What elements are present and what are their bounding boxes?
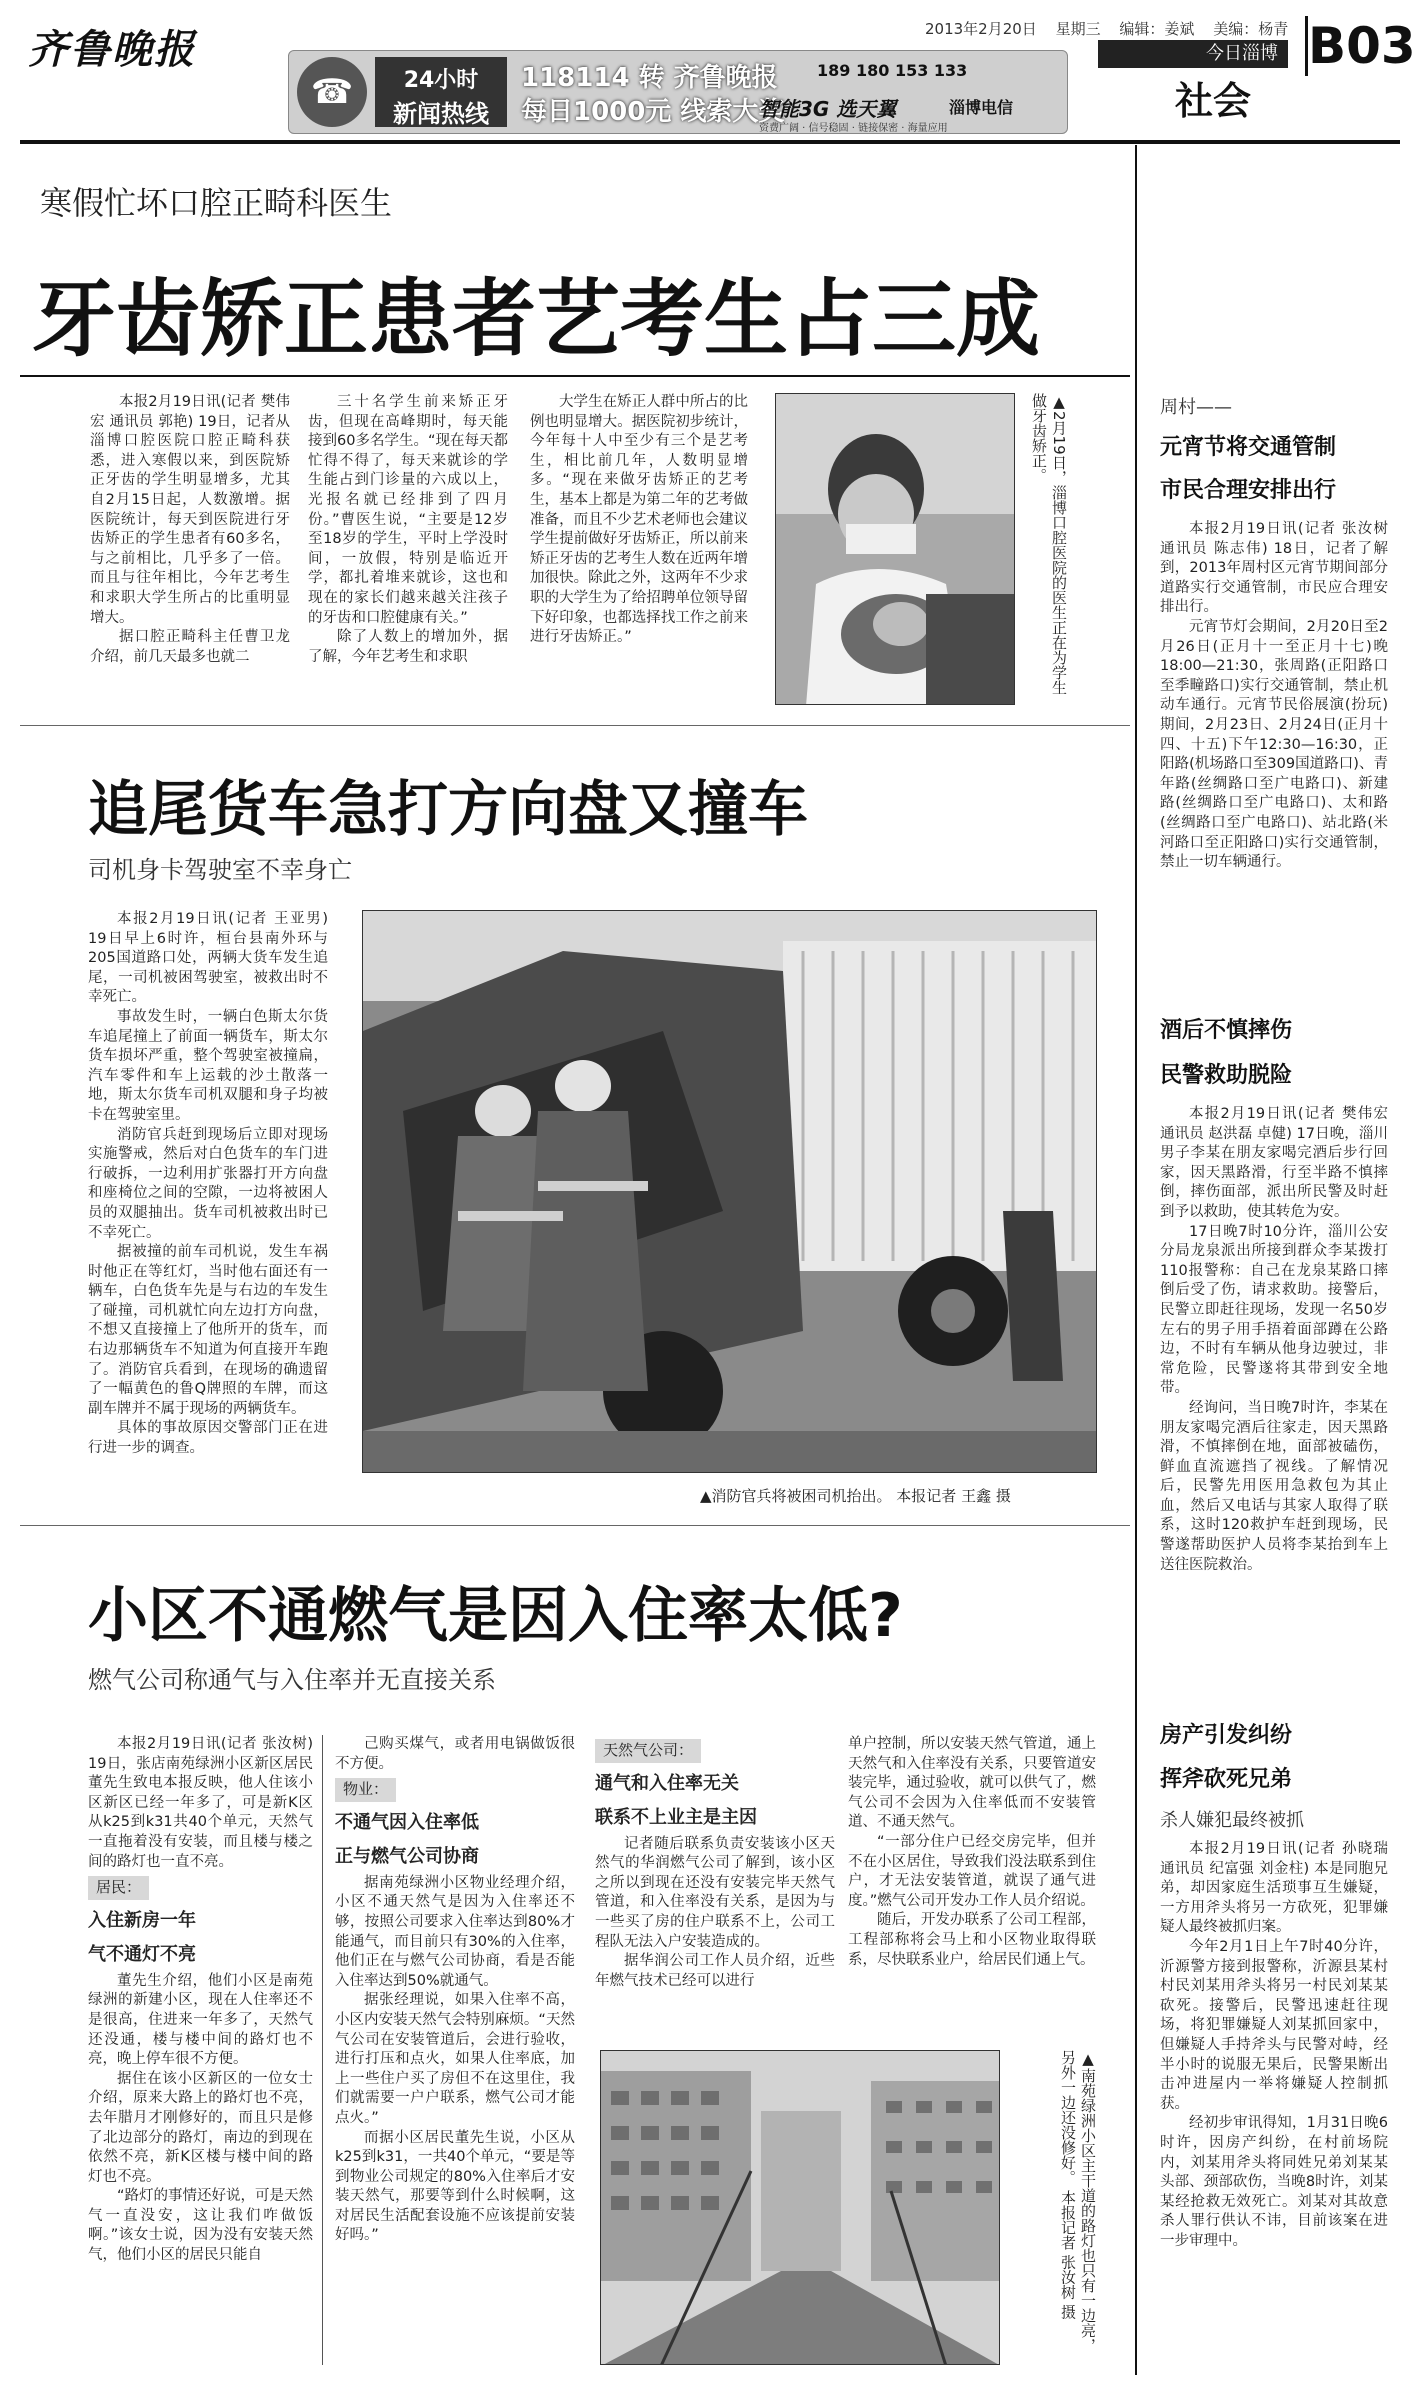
sidebar-s2-p3: 经询问，当日晚7时许，李某在朋友家喝完酒后往家走，因天黑路滑，不慎摔倒在地，面部被磕伤，鲜血直流遮挡了视线。了解情况后，民警先用医用急救包为其止血，然后又电话与其家人取得了联系，这时120救护车赶到现场，民警遂帮助医护人员将李某抬到车上送往医院救治。 — [1160, 1399, 1388, 1573]
masthead — [0, 0, 1417, 140]
story3-c3-p1: 记者随后联系负责安装该小区天然气的华润燃气公司了解到，该小区之所以到现在还没有安装完毕天然气管道，和入住率没有关系，是因为与一些买了房的住户联系不上，公司工程队无法入户安装造成的。 — [595, 1835, 835, 1950]
sidebar-s3-body — [1160, 1840, 1388, 2370]
sidebar-s3-p3: 经初步审讯得知，1月31日晚6时许，因房产纠纷，在村前场院内，刘某用斧头将同姓兄弟刘某某头部、颈部砍伤，当晚8时许，刘某某经抢救无效死亡。刘某对其故意杀人罪行供认不讳，目前该案在进一步审理中。 — [1160, 2115, 1388, 2249]
story3-col1 — [88, 1735, 313, 2370]
hotline-number-suffix: 转 齐鲁晚报 — [638, 63, 778, 93]
story3-col2 — [335, 1735, 575, 2370]
section-tag: 今日淄博 — [1098, 40, 1288, 68]
story2-photo — [362, 910, 1097, 1473]
prize-text: 每日1000元 线索大奖 — [521, 97, 785, 127]
story3-c3-sub2: 联系不上业主是主因 — [595, 1806, 757, 1828]
hotline-number-digits: 118114 — [521, 63, 630, 93]
hotline-hours: 24小时 — [403, 68, 479, 93]
telecom-name: 淄博电信 — [949, 98, 1014, 117]
sidebar-s3-title1: 房产引发纠纷 — [1160, 1723, 1293, 1748]
telecom-slogan: 智能3G 选天翼 — [759, 97, 897, 121]
newspaper-logo: 齐鲁晚报 — [28, 26, 196, 73]
sidebar-s1-title1: 元宵节将交通管制 — [1160, 435, 1337, 460]
hotline-box — [375, 57, 507, 127]
story1-col3 — [530, 393, 748, 703]
top-rule — [20, 140, 1400, 144]
story3-c2-p4: 而据小区居民董先生说，小区从k25到k31，一共40个单元，“要是等到物业公司规定的80%入住率后才安装天然气，那要等到什么时候啊，这对居民生活配套设施不应该提前安装好吗。” — [335, 2129, 575, 2244]
story1-col2b-text: 除了人数上的增加外，据了解，今年艺考生和求职 — [308, 629, 508, 665]
story1-col1-text: 本报2月19日讯(记者 樊伟宏 通讯员 郭艳) 19日，记者从淄博口腔医院口腔正畸科获悉，进入寒假以来，到医院矫正牙齿的学生明显增多，尤其自2月15日起，人数激增。据医院统计，每天到医院进行牙齿矫正的学生患者有60多名，与之前相比，几乎多了一倍。而且与往年相比，今年艺考生和求职大学生所占的比重明显增大。 — [90, 394, 290, 626]
telecom-small-print: 资费广阔 · 信号稳固 · 链接保密 · 海量应用 — [759, 123, 948, 134]
story2-p2: 事故发生时，一辆白色斯太尔货车追尾撞上了前面一辆货车，斯太尔货车损坏严重，整个驾驶室被撞扁，汽车零件和车上运载的沙土散落一地，斯太尔货车司机双腿和身子均被卡在驾驶室里。 — [88, 1008, 328, 1123]
story3-col3 — [595, 1735, 835, 2035]
story2-bottom-rule — [20, 1525, 1130, 1526]
story1-col2 — [308, 393, 508, 703]
story3-c2-tag: 物业： — [335, 1778, 396, 1802]
story3-c1-sub2: 气不通灯不亮 — [88, 1943, 196, 1965]
hotline-number — [521, 57, 778, 94]
story3-c1-p2: 董先生介绍，他们小区是南苑绿洲的新建小区，现在人住率还不是很高，住进来一年多了，天然气还没通，楼与楼中间的路灯也不亮，晚上停车很不方便。 — [88, 1972, 313, 2068]
story2-p1: 本报2月19日讯(记者 王亚男) 19日早上6时许，桓台县南外环与205国道路口处，两辆大货车发生追尾，一司机被困驾驶室，被救出时不幸死亡。 — [88, 911, 328, 1006]
story1-bottom-rule — [20, 725, 1130, 726]
story2-body — [88, 910, 328, 1505]
issue-designer: 美编：杨青 — [1213, 20, 1289, 38]
story3-headline: 小区不通燃气是因入住率太低? — [88, 1581, 903, 1651]
story3-c2-sub2: 正与燃气公司协商 — [335, 1845, 479, 1867]
story3-c3-sub1: 通气和入住率无关 — [595, 1772, 739, 1794]
story3-c2-p2: 据南苑绿洲小区物业经理介绍，小区不通天然气是因为入住率还不够，按照公司要求入住率达到80%才能通气，而目前只有30%的入住率，他们正在与燃气公司协商，看是否能入住率达到50%就通气。 — [335, 1874, 575, 1989]
story3-c2-sub1: 不通气因入住率低 — [335, 1811, 479, 1833]
sidebar-s2-title2: 民警救助脱险 — [1160, 1063, 1293, 1088]
sidebar-s2-body — [1160, 1105, 1388, 1710]
story3-c4-p1: 单户控制，所以安装天然气管道，通上天然气和入住率没有关系，只要管道安装完毕，通过验收，就可以供气了，燃气公司不会因为入住率低而不安装管道、不通天然气。 — [848, 1736, 1096, 1831]
crash-photo-drawing — [363, 911, 1097, 1473]
sidebar-s1-body — [1160, 520, 1388, 1010]
issue-date: 2013年2月20日 — [925, 20, 1037, 38]
page-number: B03 — [1305, 16, 1410, 76]
story3-photo — [600, 2050, 1000, 2365]
story3-c1-lead: 本报2月19日讯(记者 张汝树) 19日，张店南苑绿洲小区新区居民董先生致电本报反映，他人住该小区新区已经一年多了，可是新K区从k25到k31共40个单元，天然气一直拖着没有安装，而且楼与楼之间的路灯也一直不亮。 — [88, 1736, 313, 1870]
story1-col1 — [90, 393, 290, 703]
story3-c1-p3: 据住在该小区新区的一位女士介绍，原来大路上的路灯也不亮，去年腊月才刚修好的，而且只是修了北边部分的路灯，南边的到现在依然不亮，新K区楼与楼中间的路灯也不亮。 — [88, 2070, 313, 2185]
sidebar-s2-p2: 17日晚7时10分许，淄川公安分局龙泉派出所接到群众李某拨打110报警称：自己在龙泉某路口摔倒后受了伤，请求救助。接警后，民警立即赶往现场，发现一名50岁左右的男子用手捂着面部蹲在公路边，不时有车辆从他身边驶过，非常危险，民警遂将其带到安全地带。 — [1160, 1223, 1388, 1397]
story3-photo-caption: ▲南苑绿洲小区主干道的路灯也只有一边亮，另外一边还没修好。 本报记者 张汝树 摄 — [1059, 2050, 1097, 2353]
story1-headline: 牙齿矫正患者艺考生占三成 — [32, 270, 1041, 368]
story2-p3: 消防官兵赶到现场后立即对现场实施警戒，然后对白色货车的车门进行破拆，一边利用扩张器打开方向盘和座椅位之间的空隙，一边将被困人员的双腿抽出。货车司机被救出时已不幸死亡。 — [88, 1126, 328, 1241]
story1-col1b-text: 据口腔正畸科主任曹卫龙介绍，前几天最多也就二 — [90, 629, 290, 665]
section-name: 社会 — [1175, 79, 1252, 123]
hotline-banner — [288, 50, 1068, 134]
hotline-label: 新闻热线 — [393, 100, 489, 128]
story2-subhead: 司机身卡驾驶室不幸身亡 — [88, 856, 352, 884]
sidebar-s1-p1: 本报2月19日讯(记者 张汝树 通讯员 陈志伟) 18日，记者了解到，2013年周村区元宵节期间部分道路实行交通管制，市民应合理安排出行。 — [1160, 521, 1388, 616]
story3-c1-sub1: 入住新房一年 — [88, 1909, 196, 1931]
story3-c3-tag: 天然气公司： — [595, 1739, 701, 1763]
story2-p5: 具体的事故原因交警部门正在进行进一步的调查。 — [88, 1420, 328, 1457]
sidebar-s3-sub: 杀人嫌犯最终被抓 — [1160, 1810, 1304, 1831]
story1-col2-text: 三十名学生前来矫正牙齿，但现在高峰期时，每天能接到60多名学生。“现在每天都忙得不得了，每天来就诊的学生能占到门诊量的六成以上，光报名就已经排到了四月份。”曹医生说，“主要是12岁至18岁的学生，平时上学没时间，一放假，特别是临近开学，都扎着堆来就诊，这也和现在的家长们越来越关注孩子的牙齿和口腔健康有关。” — [308, 394, 508, 626]
dentist-photo-drawing — [776, 394, 1015, 705]
story1-rule — [20, 375, 1130, 377]
story1-photo-caption: ▲2月19日，淄博口腔医院的医生正在为学生做牙齿矫正。 — [1030, 393, 1068, 695]
sidebar-s3-title2: 挥斧砍死兄弟 — [1160, 1767, 1293, 1792]
sidebar-label: 周村—— — [1160, 397, 1232, 418]
story3-c3-p2: 据华润公司工作人员介绍，近些年燃气技术已经可以进行 — [595, 1953, 835, 1989]
sidebar-s3-p2: 今年2月1日上午7时40分许，沂源警方接到报警称，沂源县某村村民刘某用斧头将另一村民刘某某砍死。接警后，民警迅速赶往现场，将犯罪嫌疑人刘某抓回家中，但嫌疑人手持斧头与民警对峙，经半小时的说服无果后，民警果断出击冲进屋内一举将嫌疑人控制抓获。 — [1160, 1938, 1388, 2112]
issue-editor: 编辑：姜斌 — [1119, 20, 1195, 38]
phone-numbers: 189 180 153 133 — [817, 61, 968, 80]
sidebar-s2-title1: 酒后不慎摔伤 — [1160, 1018, 1293, 1043]
story2-p4: 据被撞的前车司机说，发生车祸时他正在等红灯，当时他右面还有一辆车，白色货车先是与右边的车发生了碰撞，司机就忙向左边打方向盘，不想又直接撞上了他所开的货车，而右边那辆货车不知道为何直接开车跑了。消防官兵看到，在现场的确遗留了一幅黄色的鲁Q牌照的车牌，而这副车牌并不属于现场的两辆货车。 — [88, 1244, 328, 1417]
story3-c2-p1: 己购买煤气，或者用电锅做饭很不方便。 — [335, 1736, 575, 1772]
story3-divider-1 — [322, 1735, 323, 2365]
phone-icon: ☎ — [297, 57, 367, 127]
story3-c4-p2: “一部分住户已经交房完毕，但并不在小区居住，导致我们没法联系到住户，才无法安装管道，就误了通气进度。”燃气公司开发办工作人员介绍说。 — [848, 1833, 1096, 1909]
sidebar-s1-title2: 市民合理安排出行 — [1160, 478, 1337, 503]
story2-headline: 追尾货车急打方向盘又撞车 — [88, 775, 808, 845]
story1-col3-text: 大学生在矫正人群中所占的比例也明显增大。据医院初步统计，今年每十人中至少有三个是艺考生，相比前几年，人数明显增多。“现在来做牙齿矫正的艺考生，基本上都是为第二年的艺考做准备，而且不少艺术老师也会建议学生提前做好牙齿矫正，所以前来矫正牙齿的艺考生人数在近两年增加很快。除此之外，这两年不少求职的大学生为了给招聘单位领导留下好印象，也都选择找工作之前来进行牙齿矫正。” — [530, 394, 748, 646]
story3-col4 — [848, 1735, 1096, 2035]
story3-c2-p3: 据张经理说，如果入住率不高，小区内安装天然气会特别麻烦。“天然气公司在安装管道后，会进行验收，进行打压和点火，如果人住率底，加上一些住户买了房但不在这里住，我们就需要一户户联系，燃气公司才能点火。” — [335, 1992, 575, 2126]
issue-weekday: 星期三 — [1055, 20, 1101, 38]
story2-photo-caption: ▲消防官兵将被困司机抬出。 本报记者 王鑫 摄 — [700, 1487, 1011, 1505]
residential-street-photo-drawing — [601, 2051, 1000, 2365]
issue-meta — [925, 18, 1302, 39]
sidebar-s2-p1: 本报2月19日讯(记者 樊伟宏 通讯员 赵洪磊 卓健) 17日晚，淄川男子李某在朋友家喝完酒后步行回家，因天黑路滑，行至半路不慎摔倒，摔伤面部，派出所民警及时赶到予以救助，使其转危为安。 — [1160, 1106, 1388, 1220]
story1-photo — [775, 393, 1015, 705]
sidebar-s1-p2: 元宵节灯会期间，2月20日至2月26日(正月十一至正月十七)晚18:00—21:30，张周路(正阳路口至季疃路口)实行交通管制，禁止机动车通行。元宵节民俗展演(扮玩)期间，2月23日、2月24日(正月十四、十五)下午12:30—16:30，正阳路(机场路口至309国道路口)、青年路(丝绸路口至广电路口)、新建路(丝绸路口至广电路口)、太和路(丝绸路口至广电路口)、站北路(米河路口至正阳路口)实行交通管制，禁止一切车辆通行。 — [1160, 618, 1388, 871]
story3-subhead: 燃气公司称通气与入住率并无直接关系 — [88, 1666, 496, 1694]
story3-c4-p3: 随后，开发办联系了公司工程部，工程部称将会马上和小区物业取得联系，尽快联系业户，给居民们通上气。 — [848, 1912, 1096, 1968]
sidebar-s3-p1: 本报2月19日讯(记者 孙晓瑞 通讯员 纪富强 刘金柱) 本是同胞兄弟，却因家庭生活琐事互生嫌疑，一方用斧头将另一方砍死，犯罪嫌疑人最终被抓归案。 — [1160, 1841, 1388, 1936]
sidebar-divider — [1135, 145, 1137, 2375]
story1-kicker: 寒假忙坏口腔正畸科医生 — [40, 184, 393, 222]
story3-c1-tag: 居民： — [88, 1876, 149, 1900]
story3-c1-p4: “路灯的事情还好说，可是天然气一直没安，这让我们咋做饭啊。”该女士说，因为没有安装天然气，他们小区的居民只能自 — [88, 2188, 313, 2264]
